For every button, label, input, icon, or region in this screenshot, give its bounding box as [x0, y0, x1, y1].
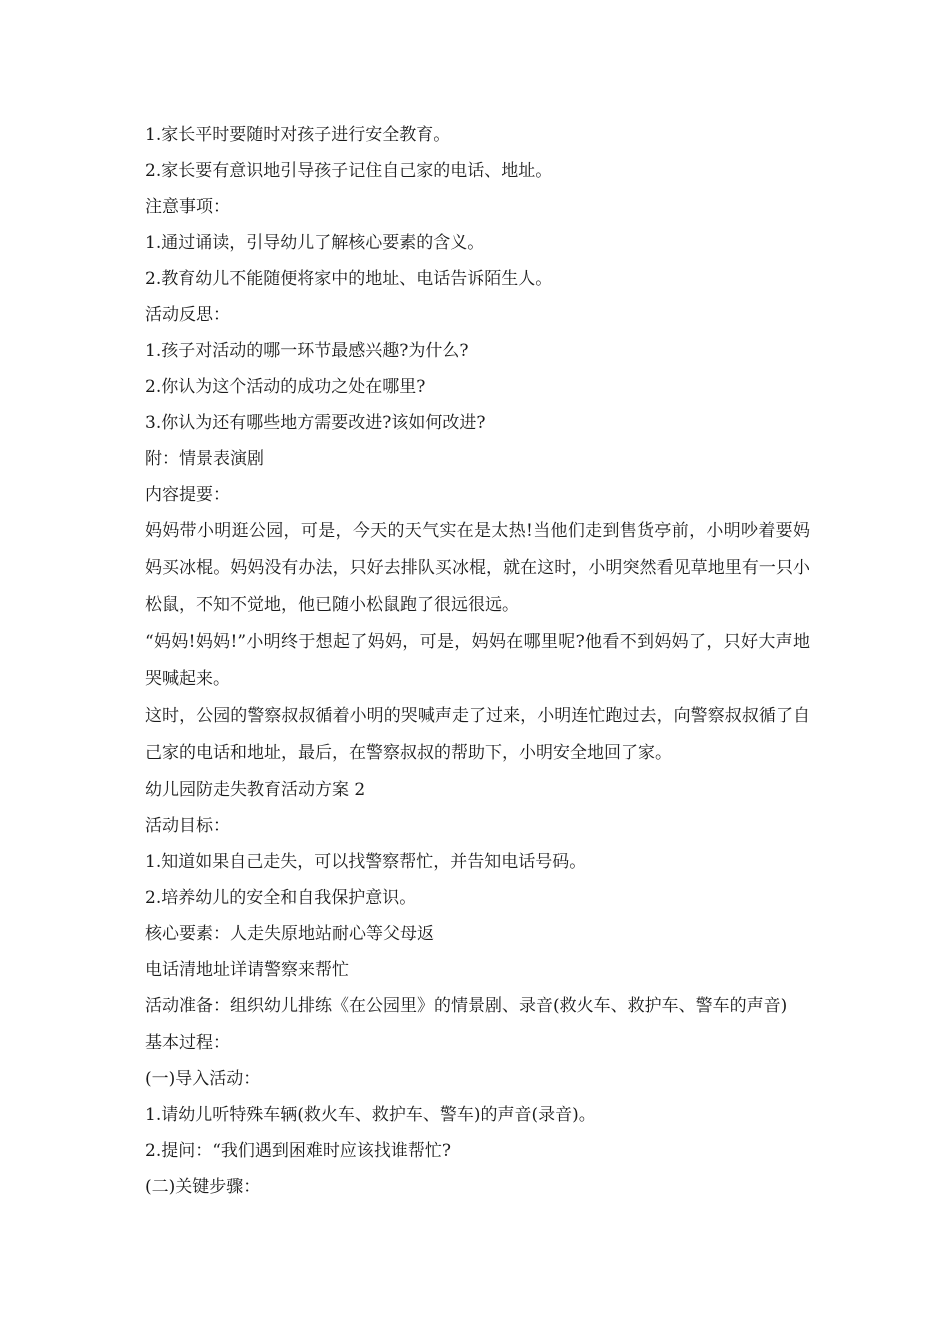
goal-2: 2.培养幼儿的安全和自我保护意识。 — [145, 888, 417, 908]
goal-1: 1.知道如果自己走失，可以找警察帮忙，并告知电话号码。 — [145, 852, 587, 872]
parent-tip-1: 1.家长平时要随时对孩子进行安全教育。 — [145, 125, 451, 145]
intro-heading: (一)导入活动： — [145, 1069, 261, 1089]
preparation: 活动准备：组织幼儿排练《在公园里》的情景剧、录音(救火车、救护车、警车的声音) — [145, 996, 788, 1016]
parent-tip-2: 2.家长要有意识地引导孩子记住自己家的电话、地址。 — [145, 161, 553, 181]
appendix-heading: 附：情景表演剧 — [145, 449, 264, 469]
summary-heading: 内容提要： — [145, 485, 230, 505]
core-elements-line-2: 电话清地址详请警察来帮忙 — [145, 960, 349, 980]
core-elements-line-1: 核心要素：人走失原地站耐心等父母返 — [145, 924, 434, 944]
reflection-3: 3.你认为还有哪些地方需要改进?该如何改进? — [145, 413, 486, 433]
goals-heading: 活动目标： — [145, 816, 230, 836]
document-page — [145, 117, 810, 1205]
reflection-2: 2.你认为这个活动的成功之处在哪里? — [145, 377, 426, 397]
note-1: 1.通过诵读，引导幼儿了解核心要素的含义。 — [145, 233, 485, 253]
note-2: 2.教育幼儿不能随便将家中的地址、电话告诉陌生人。 — [145, 269, 553, 289]
key-steps-heading: (二)关键步骤： — [145, 1177, 261, 1197]
story-paragraph-1: 妈妈带小明逛公园，可是，今天的天气实在是太热!当他们走到售货亭前，小明吵着要妈妈买冰棍。妈妈没有办法，只好去排队买冰棍，就在这时，小明突然看见草地里有一只小松鼠，不知不觉地，他已随小松鼠跑了很远很远。 — [145, 521, 810, 615]
story-paragraph-2: “妈妈!妈妈!”小明终于想起了妈妈，可是，妈妈在哪里呢?他看不到妈妈了，只好大声地哭喊起来。 — [145, 632, 810, 689]
intro-step-2: 2.提问：“我们遇到困难时应该找谁帮忙? — [145, 1141, 452, 1161]
story-paragraph-3: 这时，公园的警察叔叔循着小明的哭喊声走了过来，小明连忙跑过去，向警察叔叔循了自己家的电话和地址，最后，在警察叔叔的帮助下，小明安全地回了家。 — [145, 706, 810, 763]
reflection-heading: 活动反思： — [145, 305, 230, 325]
process-heading: 基本过程： — [145, 1033, 230, 1053]
notes-heading: 注意事项： — [145, 197, 230, 217]
reflection-1: 1.孩子对活动的哪一环节最感兴趣?为什么? — [145, 341, 469, 361]
section-title-plan-2: 幼儿园防走失教育活动方案 2 — [145, 780, 366, 800]
intro-step-1: 1.请幼儿听特殊车辆(救火车、救护车、警车)的声音(录音)。 — [145, 1105, 596, 1125]
